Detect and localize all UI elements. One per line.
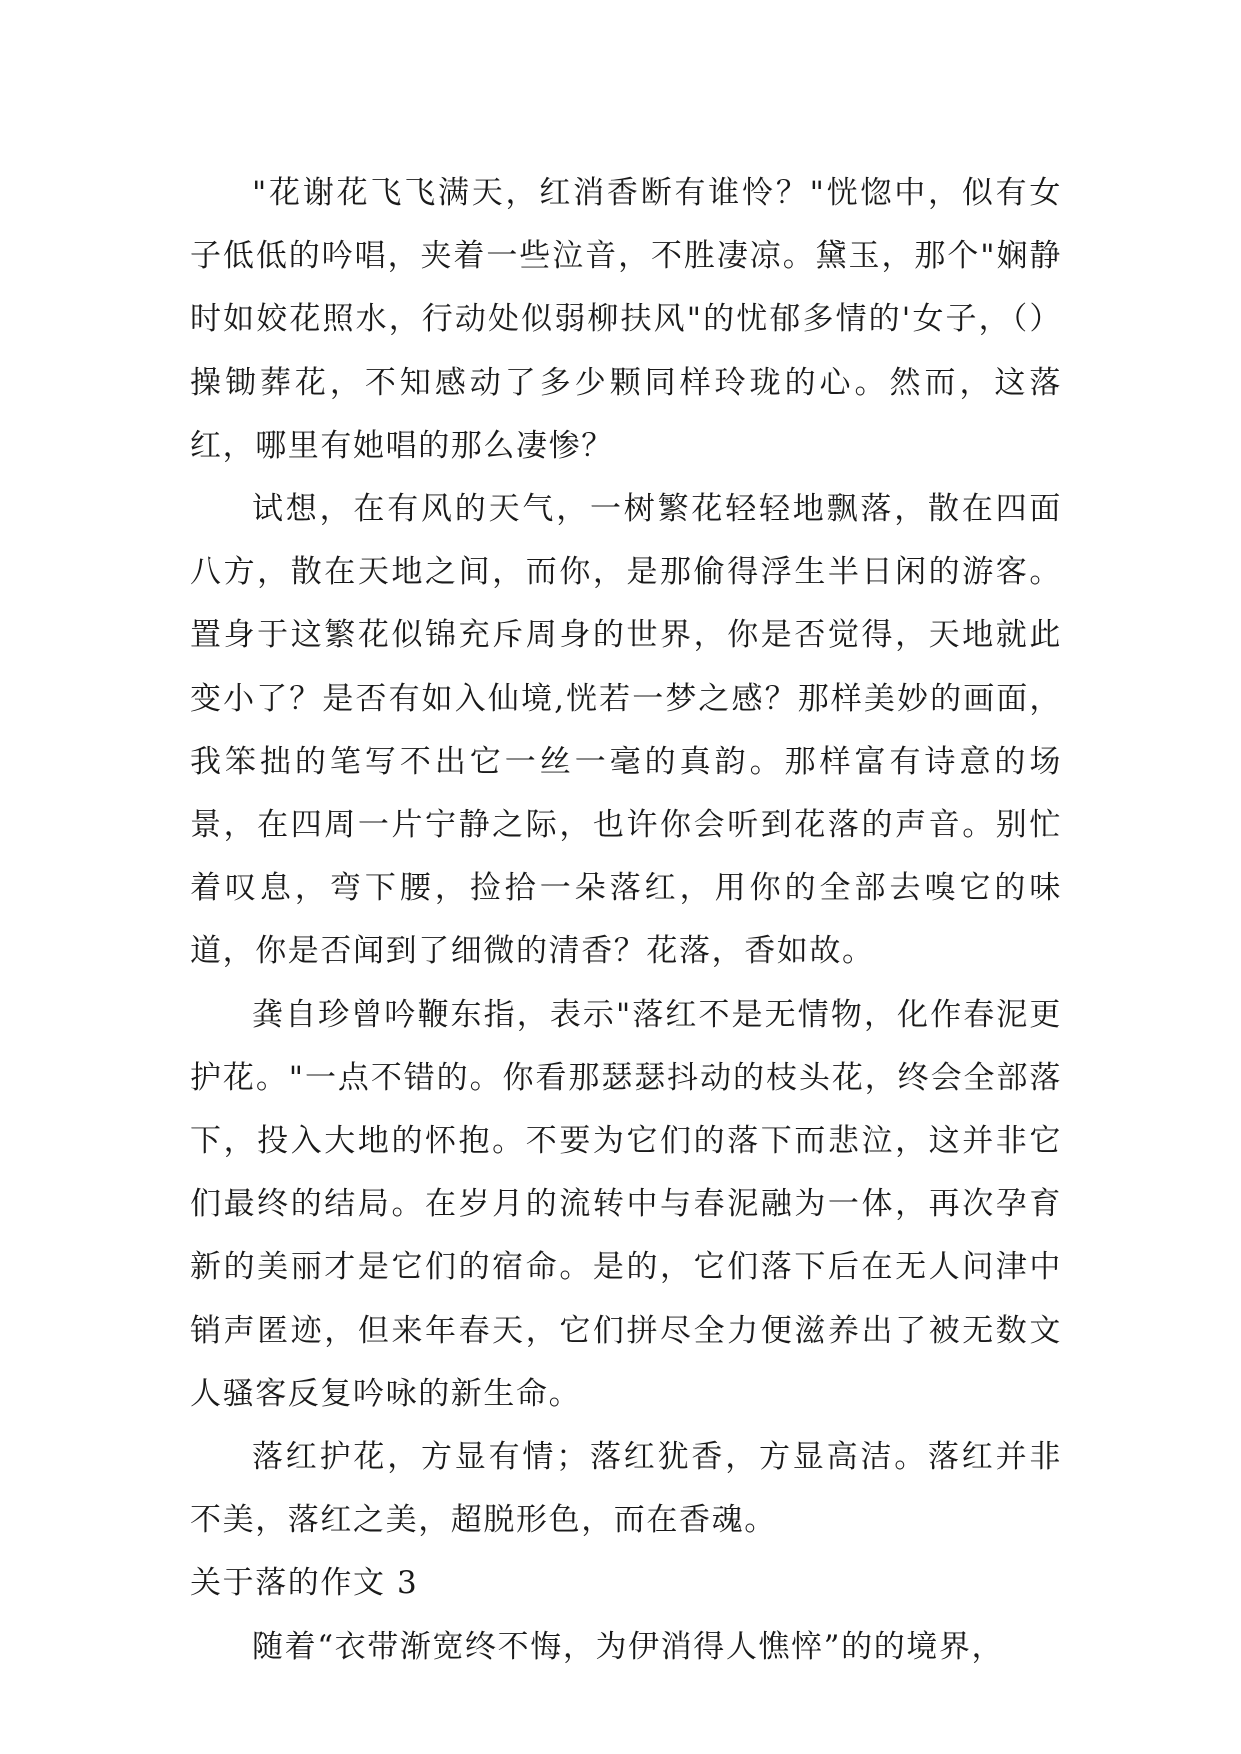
paragraph-3: 龚自珍曾吟鞭东指，表示"落红不是无情物，化作春泥更护花。"一点不错的。你看那瑟瑟抖动的枝头花，终会全部落下，投入大地的怀抱。不要为它们的落下而悲泣，这并非它们最终的结局。在岁月的流转中与春泥融为一体，再次孕育新的美丽才是它们的宿命。是的，它们落下后在无人问津中销声匿迹，但来年春天，它们拼尽全力便滋养出了被无数文人骚客反复吟咏的新生命。 bbox=[190, 996, 1062, 1412]
section-heading: 关于落的作文 3 bbox=[190, 1565, 419, 1602]
document-body bbox=[190, 162, 1062, 1679]
paragraph-2: 试想，在有风的天气，一树繁花轻轻地飘落，散在四面八方，散在天地之间，而你，是那偷得浮生半日闲的游客。置身于这繁花似锦充斥周身的世界，你是否觉得，天地就此变小了？是否有如入仙境,恍若一梦之感？那样美妙的画面，我笨拙的笔写不出它一丝一毫的真韵。那样富有诗意的场景，在四周一片宁静之际，也许你会听到花落的声音。别忙着叹息，弯下腰，捡拾一朵落红，用你的全部去嗅它的味道，你是否闻到了细微的清香？花落，香如故。 bbox=[190, 491, 1062, 970]
paragraph-4: 落红护花，方显有情；落红犹香，方显高洁。落红并非不美，落红之美，超脱形色，而在香魂。 bbox=[190, 1439, 1062, 1539]
paragraph-5: 随着“衣带渐宽终不悔，为伊消得人憔悴”的的境界， bbox=[252, 1628, 1005, 1665]
paragraph-1: "花谢花飞飞满天，红消香断有谁怜？"恍惚中，似有女子低低的吟唱，夹着一些泣音，不胜凄凉。黛玉，那个"娴静时如姣花照水，行动处似弱柳扶风"的忧郁多情的'女子，（）操锄葬花，不知感动了多少颗同样玲珑的心。然而，这落红，哪里有她唱的那么凄惨？ bbox=[190, 175, 1062, 464]
